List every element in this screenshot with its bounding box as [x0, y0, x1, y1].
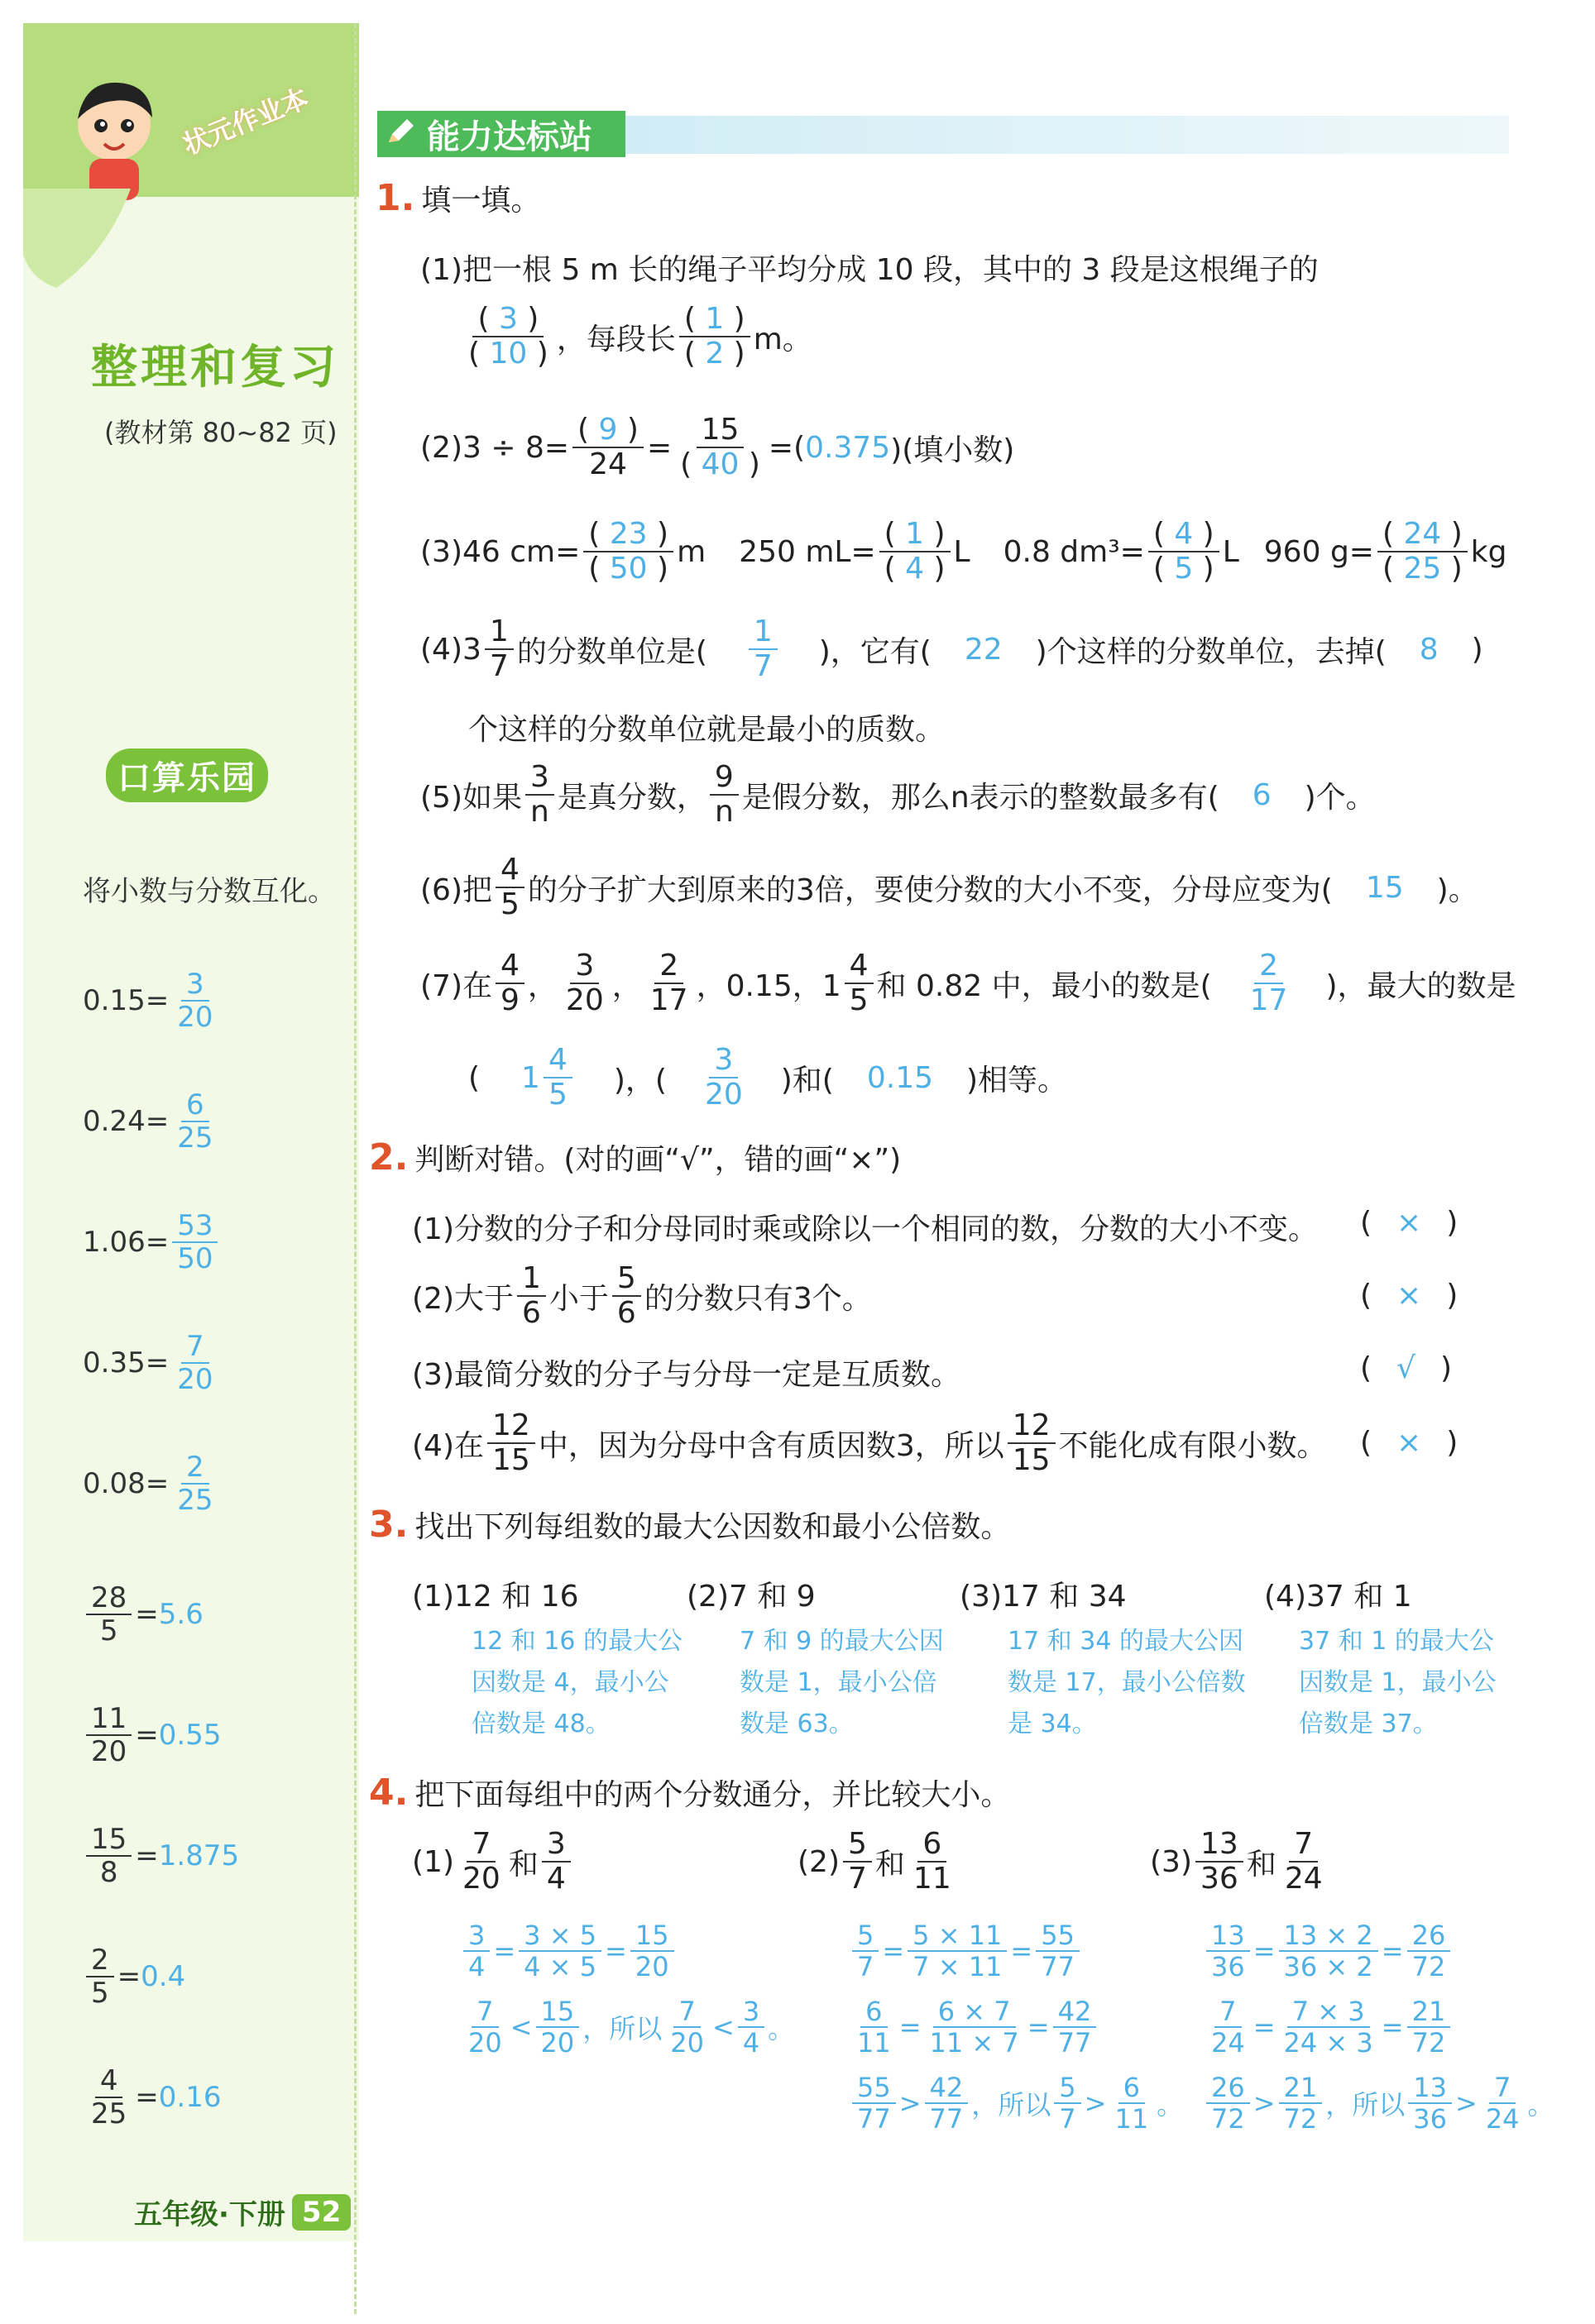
- q3-answer: 37 和 1 的最大公因数是 1，最小公倍数是 37。: [1299, 1627, 1497, 1738]
- grade-label: 五年级·下册: [134, 2198, 285, 2231]
- q4-solution-row: $\frac{13}{36}$ = $\frac{13 \times 2}{36 \times 2}$ = $\frac{26}{72}$: [1203, 1920, 1454, 1982]
- side-item: 0.08= $\frac{2}{25}$: [83, 1451, 213, 1517]
- q2-item4: (4)在 $\frac{12}{15}$ 中，因为分母中含有质因数3，所以 $\frac{12}{15}$ 不能化成有限小数。: [412, 1408, 1327, 1477]
- q1-part3: (3)46 cm= $\frac{( 23 )}{( 50 )}$ m 250 mL= $\frac{( 1 )}{( 4 )}$ L 0.8 dm³= $\frac{( 4 )}{( 5 )}$ L 960 g= $\frac{( 24 )}{( 25 )}$ kg: [420, 517, 1507, 586]
- side-item: $\frac{2}{5}$ = 0.4: [83, 1944, 185, 2010]
- q1-part4-line2: 个这样的分数单位就是最小的质数。: [468, 713, 946, 747]
- q4-group2-label: (2) $\frac{5}{7}$ 和 $\frac{6}{11}$: [798, 1827, 951, 1896]
- q3-title: 3. 找出下列每组数的最大公因数和最小公倍数。: [369, 1504, 1011, 1546]
- page-number: 52: [292, 2194, 351, 2231]
- q1-title: 1. 填一填。: [376, 177, 541, 219]
- q4-group3-label: (3) $\frac{13}{36}$ 和 $\frac{7}{24}$: [1150, 1827, 1323, 1896]
- q2-item2: (2)大于 $\frac{1}{6}$ 小于 $\frac{5}{6}$ 的分数只有3个。: [412, 1261, 872, 1330]
- q3-group-label: (1)12 和 16: [412, 1580, 579, 1614]
- q1-part7-line2: ( 1 $\frac{4}{5}$ )，( $\frac{3}{20}$ )和( 0.15 )相等。: [468, 1043, 1068, 1112]
- q4-title: 4. 把下面每组中的两个分数通分，并比较大小。: [369, 1772, 1011, 1814]
- q2-title: 2. 判断对错。(对的画“√”，错的画“×”): [369, 1136, 902, 1179]
- section-title: 能力达标站: [377, 111, 625, 157]
- side-item: $\frac{11}{20}$ = 0.55: [83, 1702, 221, 1768]
- q1-part6: (6)把 $\frac{4}{5}$ 的分子扩大到原来的3倍，要使分数的大小不变，分母应变为( 15 )。: [420, 853, 1478, 921]
- q2-answer1: ( × ): [1360, 1206, 1458, 1240]
- q1-part2: (2)3 ÷ 8= $\frac{( 9 )}{24}$ = $\frac{15}{( 40 )}$ =( 0.375 )(填小数): [420, 413, 1015, 481]
- q1-part7: (7)在 $\frac{4}{9}$ ， $\frac{3}{20}$ ， $\frac{2}{17}$ ，0.15，1 $\frac{4}{5}$ 和 0.82 中，最小的数是( $\frac{2}{17}$ )，最大的数是: [420, 949, 1516, 1017]
- q2-answer4: ( × ): [1360, 1426, 1458, 1460]
- q3-answer: 17 和 34 的最大公因数是 17，最小公倍数是 34。: [1008, 1627, 1246, 1738]
- q3-group-label: (2)7 和 9: [687, 1580, 816, 1614]
- q3-group-label: (4)37 和 1: [1264, 1580, 1412, 1614]
- boy-mascot-icon: [65, 73, 164, 205]
- chapter-subtitle: (教材第 80~82 页): [104, 417, 338, 448]
- q4-group1-label: (1) $\frac{7}{20}$ 和 $\frac{3}{4}$: [412, 1828, 574, 1896]
- mental-math-badge: 口算乐园: [106, 748, 268, 802]
- q1-part5: (5)如果 $\frac{3}{n}$ 是真分数， $\frac{9}{n}$ 是假分数，那么n表示的整数最多有( 6 )个。: [420, 760, 1376, 829]
- q2-item1: (1)分数的分子和分母同时乘或除以一个相同的数，分数的大小不变。: [412, 1212, 1318, 1246]
- page-footer: [134, 2192, 351, 2232]
- q4-solution-row: $\frac{6}{11}$ = $\frac{6 \times 7}{11 \times 7}$ = $\frac{42}{77}$: [849, 1996, 1099, 2058]
- side-item: 1.06= $\frac{53}{50}$: [83, 1209, 221, 1275]
- q4-solution-row: $\frac{26}{72}$ > $\frac{21}{72}$ ， 所以 $\frac{13}{36}$ > $\frac{7}{24}$ 。: [1203, 2073, 1554, 2134]
- q3-answer: 12 和 16 的最大公因数是 4，最小公倍数是 48。: [472, 1627, 683, 1738]
- side-item: 0.24= $\frac{6}{25}$: [83, 1088, 213, 1155]
- q4-solution-row: $\frac{55}{77}$ > $\frac{42}{77}$ ， 所以 $\frac{5}{7}$ > $\frac{6}{11}$ 。: [849, 2073, 1183, 2134]
- side-item: $\frac{4}{25}$ = 0.16: [91, 2064, 222, 2130]
- q1-part1-answers: $\frac{( 3 )}{( 10 )}$ ，每段长 $\frac{( 1 )}{( 2 )}$ m。: [468, 302, 812, 371]
- sidebar-divider: [354, 23, 357, 2314]
- side-item: $\frac{15}{8}$ = 1.875: [83, 1823, 239, 1889]
- brand-logo-text: 状元作业本: [178, 82, 314, 161]
- side-item: $\frac{28}{5}$ = 5.6: [83, 1581, 204, 1647]
- q4-solution-row: $\frac{5}{7}$ = $\frac{5 \times 11}{7 \times 11}$ = $\frac{55}{77}$: [849, 1920, 1083, 1982]
- q2-answer3: ( √ ): [1360, 1351, 1453, 1385]
- side-item: 0.15= $\frac{3}{20}$: [83, 968, 213, 1034]
- q2-item3: (3)最简分数的分子与分母一定是互质数。: [412, 1358, 960, 1392]
- mental-math-intro: 将小数与分数互化。: [83, 875, 336, 908]
- chapter-title: 整理和复习: [91, 341, 339, 395]
- q4-solution-row: $\frac{7}{20}$ < $\frac{15}{20}$ ， 所以 $\frac{7}{20}$ < $\frac{3}{4}$ 。: [468, 1996, 795, 2059]
- q2-answer2: ( × ): [1360, 1279, 1458, 1313]
- side-item: 0.35= $\frac{7}{20}$: [83, 1330, 213, 1396]
- q4-solution-row: $\frac{3}{4}$ = $\frac{3 \times 5}{4 \times 5}$ = $\frac{15}{20}$: [460, 1920, 678, 1982]
- q1-part1: (1)把一根 5 m 长的绳子平均分成 10 段，其中的 3 段是这根绳子的: [420, 253, 1319, 287]
- pencil-icon: [384, 116, 417, 149]
- q1-part4: (4)3 $\frac{1}{7}$ 的分数单位是( $\frac{1}{7}$ )，它有( 22 )个这样的分数单位，去掉( 8 ): [420, 614, 1483, 683]
- q4-solution-row: $\frac{7}{24}$ = $\frac{7 \times 3}{24 \times 3}$ = $\frac{21}{72}$: [1203, 1996, 1454, 2058]
- banner-curl-icon: [23, 189, 131, 296]
- q3-group-label: (3)17 和 34: [960, 1580, 1127, 1614]
- q3-answer: 7 和 9 的最大公因数是 1，最小公倍数是 63。: [740, 1627, 944, 1738]
